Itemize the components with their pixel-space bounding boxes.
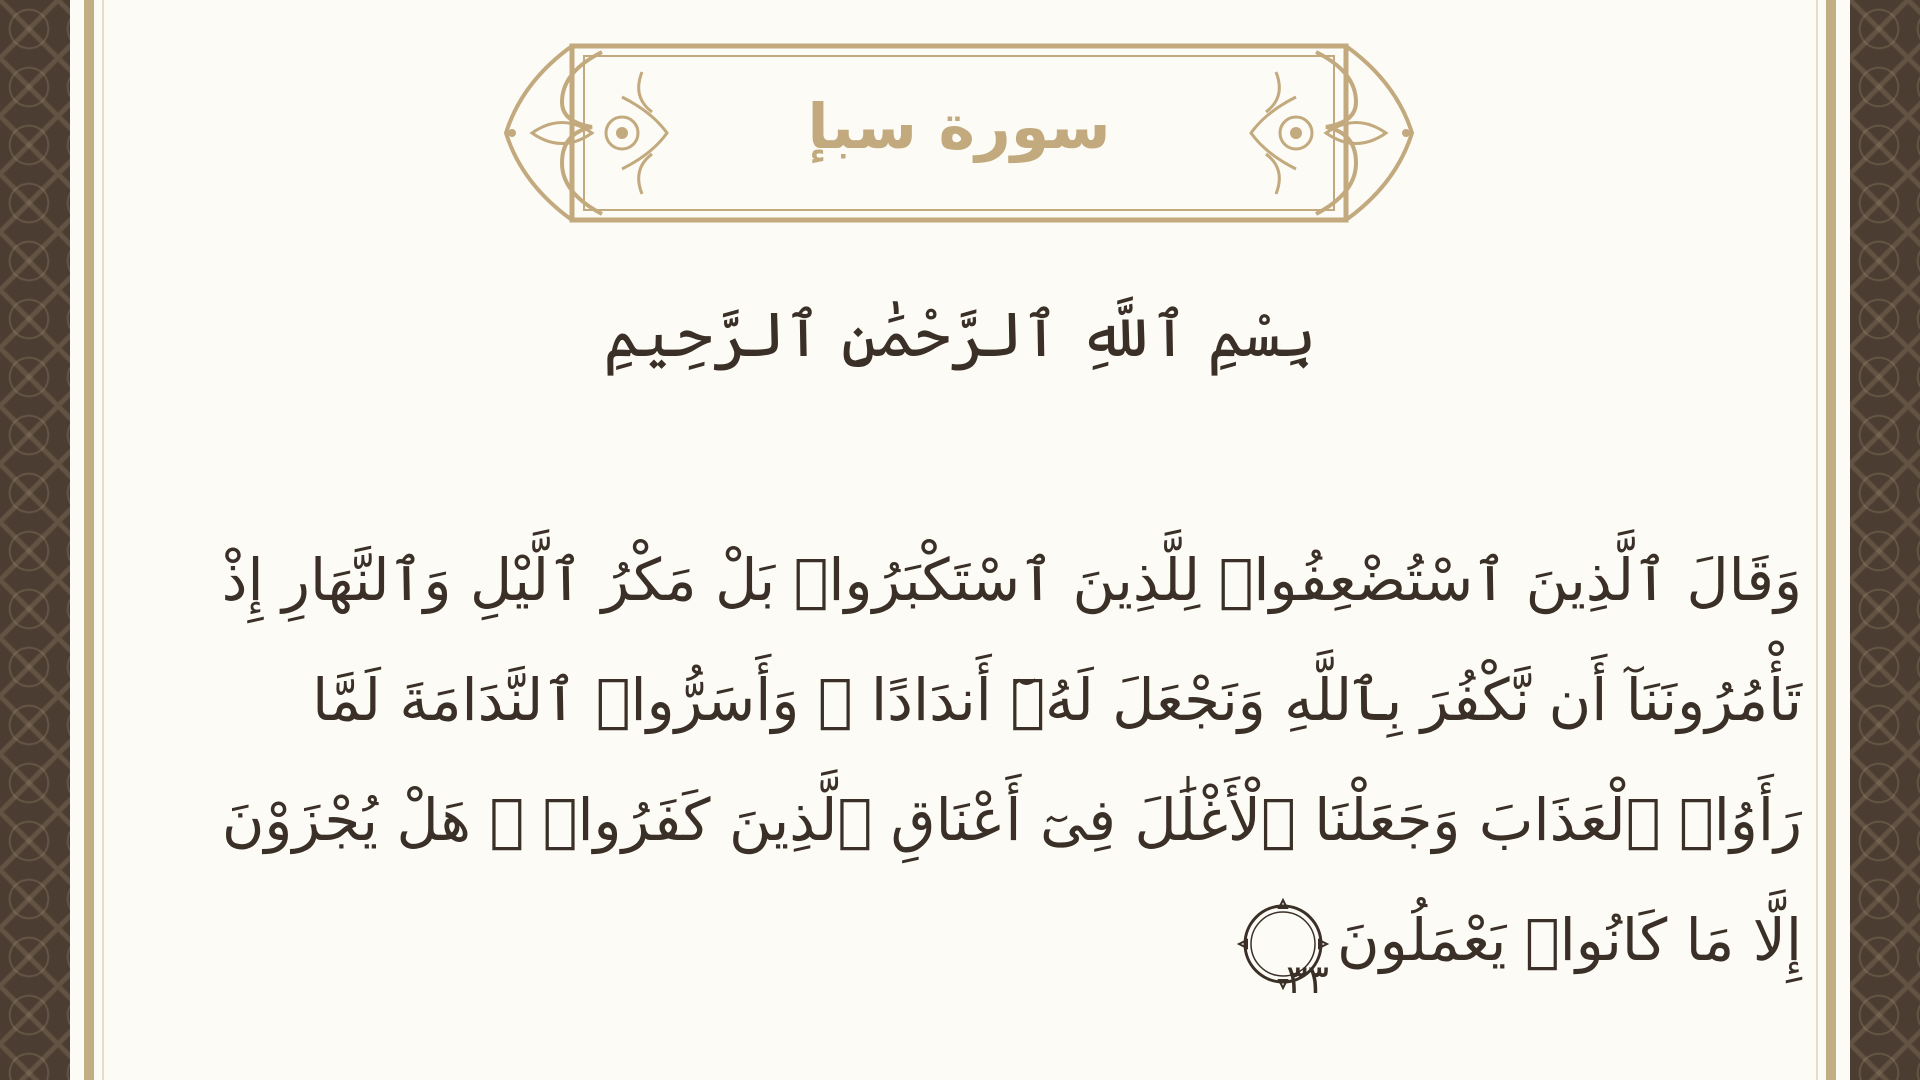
ayah-end-marker <box>1237 898 1330 1003</box>
verse-line-4-text: إِلَّا مَا كَانُوا۟ يَعْمَلُونَ <box>1337 906 1802 974</box>
right-inner-edge <box>1816 0 1818 1080</box>
basmala: بِسْمِ ٱللَّهِ ٱلرَّحْمَٰنِ ٱلرَّحِيمِ <box>603 298 1317 371</box>
right-gold-rule <box>1826 0 1836 1080</box>
ayah-number: ٣٣ <box>1286 956 1330 1003</box>
surah-title: سورة سبإ <box>807 90 1111 163</box>
left-decorative-border <box>0 0 70 1080</box>
left-gold-rule <box>84 0 94 1080</box>
verse-line-3: رَأَوُا۟ ٱلْعَذَابَ وَجَعَلْنَا ٱلْأَغْلَٰلَ فِىٓ أَعْنَاقِ ٱلَّذِينَ كَفَرُوا۟ ۚ هَلْ يُجْزَوْنَ <box>221 786 1802 854</box>
verse-line-2: تَأْمُرُونَنَآ أَن نَّكْفُرَ بِٱللَّهِ وَنَجْعَلَ لَهُۥٓ أَندَادًا ۚ وَأَسَرُّوا۟ ٱلنَّدَامَةَ لَمَّا <box>312 666 1802 734</box>
left-inner-edge <box>102 0 104 1080</box>
verse-text <box>221 520 1802 1003</box>
right-decorative-border <box>1850 0 1920 1080</box>
verse-line-4 <box>270 880 1802 1003</box>
surah-header-frame <box>502 42 1416 224</box>
verse-line-1: وَقَالَ ٱلَّذِينَ ٱسْتُضْعِفُوا۟ لِلَّذِينَ ٱسْتَكْبَرُوا۟ بَلْ مَكْرُ ٱلَّيْلِ وَٱلنَّهَارِ إِذْ <box>221 546 1802 614</box>
